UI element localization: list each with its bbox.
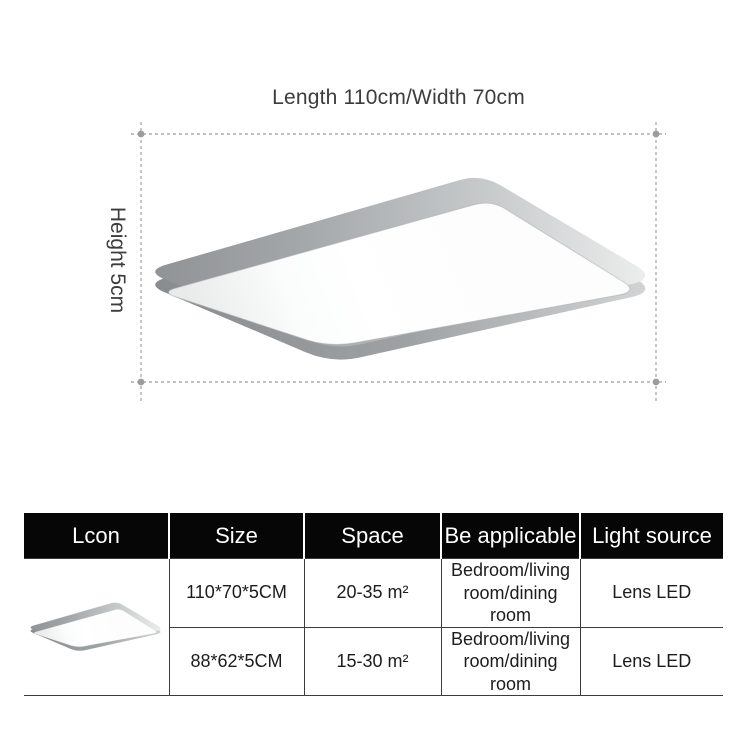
space-cell: 20-35 m² [304,559,441,628]
col-header-icon: Lcon [24,513,169,559]
height-dimension-label: Height 5cm [106,206,129,314]
lamp-thumbnail-icon [26,588,166,666]
applicable-cell: Bedroom/living room/dining room [441,627,580,696]
size-cell: 110*70*5CM [169,559,304,628]
size-cell: 88*62*5CM [169,627,304,696]
light-source-cell: Lens LED [580,627,723,696]
spec-table-header-row [24,513,723,559]
col-header-size: Size [169,513,304,559]
col-header-light-source: Light source [580,513,723,559]
length-width-dimension-label: Length 110cm/Width 70cm [272,86,525,109]
applicable-cell: Bedroom/living room/dining room [441,559,580,628]
table-row [24,559,723,628]
lamp-thumbnail-cell [24,559,169,696]
space-cell: 15-30 m² [304,627,441,696]
col-header-space: Space [304,513,441,559]
light-source-cell: Lens LED [580,559,723,628]
ceiling-lamp-illustration [155,178,645,360]
col-header-applicable: Be applicable [441,513,580,559]
spec-table [24,513,723,696]
